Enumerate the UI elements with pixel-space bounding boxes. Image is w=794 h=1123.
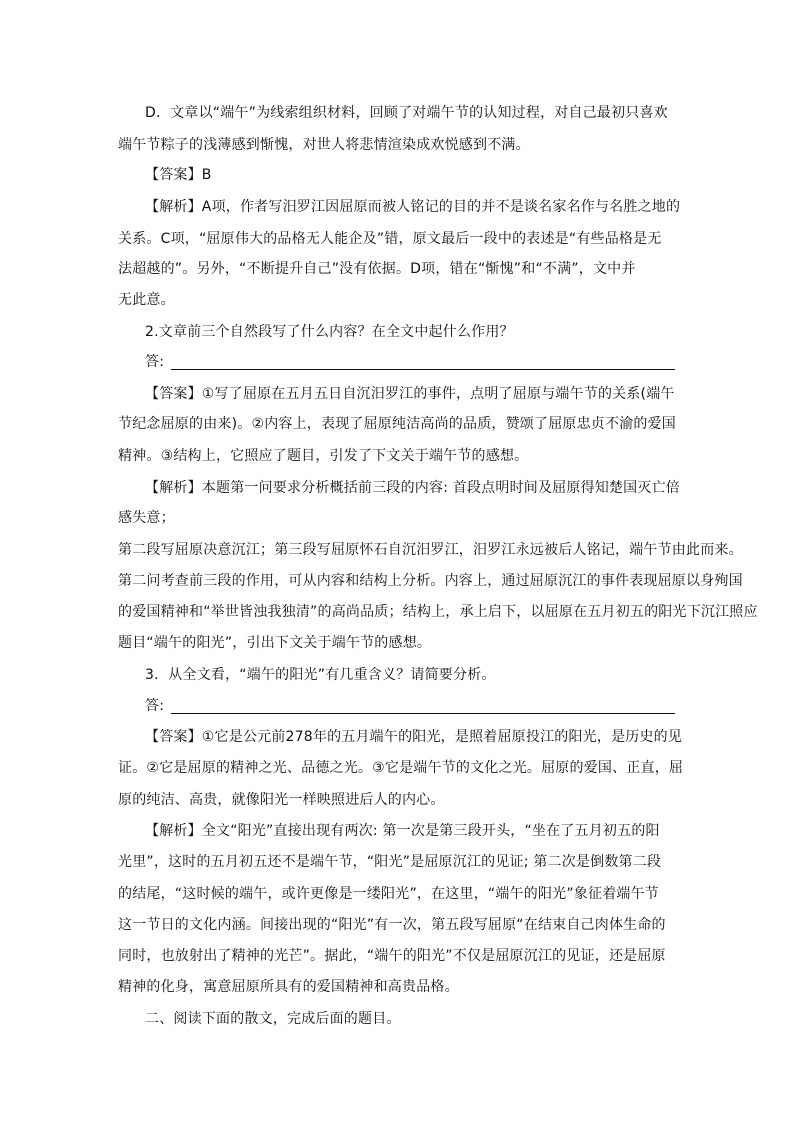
analysis-3-line-1: 【解析】全文“阳光”直接出现有两次: 第一次是第三段开头，“坐在了五月初五的阳 (145, 823, 660, 839)
analysis-3-line-6: 精神的化身，寓意屈原所具有的爱国精神和高贵品格。 (118, 979, 459, 995)
analysis-2-line-1: 【解析】本题第一问要求分析概括前三段的内容: 首段点明时间及屈原得知楚国灭亡倍 (145, 480, 680, 496)
analysis-1-line-2: 关系。C项，“屈原伟大的品格无人能企及”错，原文最后一段中的表述是“有些品格是无 (118, 231, 662, 247)
option-d-line-1: D．文章以“端午”为线索组织材料，回顾了对端午节的认知过程，对自己最初只喜欢 (145, 105, 668, 121)
answer-label: 答: (145, 354, 165, 370)
analysis-2-line-3: 第二段写屈原决意沉江；第三段写屈原怀石自沉汨罗江，汨罗江永远被后人铭记，端午节由此而来。 (118, 542, 743, 558)
answer-3-line-2: 证。②它是屈原的精神之光、品德之光。③它是端午节的文化之光。屈原的爱国、正直，屈 (118, 760, 684, 776)
answer-3-line-3: 原的纯洁、高贵，就像阳光一样映照进后人的内心。 (118, 792, 445, 808)
answer-underline (171, 713, 675, 714)
analysis-2-line-4: 第二问考查前三段的作用，可从内容和结构上分析。内容上，通过屈原沉江的事件表现屈原以身殉国 (118, 573, 743, 589)
analysis-3-line-2: 光里”，这时的五月初五还不是端午节，“阳光”是屈原沉江的见证; 第二次是倒数第二段 (118, 854, 662, 870)
answer-3-line-1: 【答案】①它是公元前278年的五月端午的阳光，是照着屈原投江的阳光，是历史的见 (145, 729, 683, 745)
question-2: 2.文章前三个自然段写了什么内容？在全文中起什么作用？ (145, 324, 514, 340)
answer-1: 【答案】B (145, 167, 212, 183)
analysis-2-line-2: 感失意； (118, 510, 175, 526)
answer-underline (171, 369, 675, 370)
answer-2-line-2: 节纪念屈原的由来)。②内容上，表现了屈原纯洁高尚的品质，赞颂了屈原忠贞不渝的爱国 (118, 416, 677, 432)
answer-label: 答: (145, 698, 165, 714)
analysis-3-line-4: 这一节日的文化内涵。间接出现的“阳光”有一次，第五段写屈原“在结束自己肉体生命的 (118, 917, 666, 933)
answer-2-line-3: 精神。③结构上，它照应了题目，引发了下文关于端午节的感想。 (118, 448, 529, 464)
analysis-1-line-1: 【解析】A项，作者写汨罗江因屈原而被人铭记的目的并不是谈名家名作与名胜之地的 (145, 199, 681, 215)
analysis-1-line-4: 无此意。 (118, 292, 175, 308)
answer-blank-2[interactable] (145, 352, 675, 372)
analysis-3-line-5: 同时，也放射出了精神的光芒”。据此，“端午的阳光”不仅是屈原沉江的见证，还是屈原 (118, 948, 666, 964)
analysis-1-line-3: 法超越的”。另外，“不断提升自己”没有依据。D项，错在“惭愧”和“不满”，文中并 (118, 261, 636, 277)
question-3: 3．从全文看，“端午的阳光”有几重含义？请简要分析。 (145, 667, 496, 683)
analysis-2-line-6: 题目“端午的阳光”，引出下文关于端午节的感想。 (118, 635, 432, 651)
analysis-3-line-3: 的结尾，“这时候的端午，或许更像是一缕阳光”，在这里，“端午的阳光”象征着端午节 (118, 886, 660, 902)
answer-2-line-1: 【答案】①写了屈原在五月五日自沉汨罗江的事件，点明了屈原与端午节的关系(端午 (145, 386, 675, 402)
option-d-line-2: 端午节粽子的浅薄感到惭愧，对世人将悲情渲染成欢悦感到不满。 (118, 137, 530, 153)
section-2-heading: 二、阅读下面的散文，完成后面的题目。 (145, 1011, 401, 1027)
analysis-2-line-5: 的爱国精神和“举世皆浊我独清”的高尚品质；结构上，承上启下，以屈原在五月初五的阳光下沉江照应 (118, 604, 758, 620)
answer-blank-3[interactable] (145, 696, 675, 716)
